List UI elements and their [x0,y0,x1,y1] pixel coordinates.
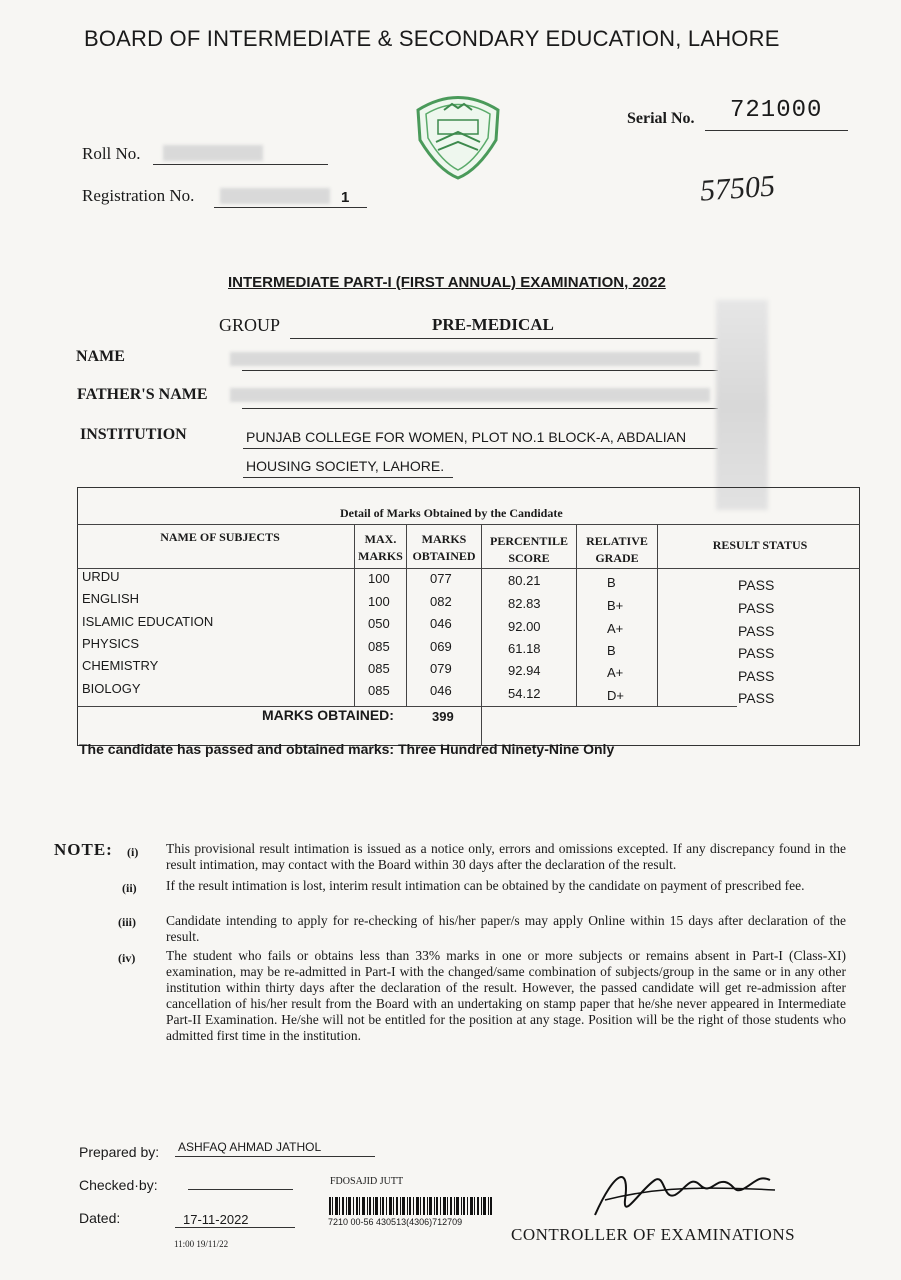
subject-name: PHYSICS [82,636,140,651]
registration-underline [214,207,367,208]
note-number: (i) [127,845,139,859]
group-value: PRE-MEDICAL [432,315,554,334]
total-marks-label: MARKS OBTAINED: [262,707,394,723]
father-name-underline [242,408,718,409]
result-status: PASS [738,623,775,639]
header-percentile: PERCENTILE SCORE [489,534,569,565]
board-title: BOARD OF INTERMEDIATE & SECONDARY EDUCATION, LAHORE [84,26,780,51]
marks-obtained: 069 [430,639,452,654]
max-marks: 085 [368,683,390,698]
subject-name: URDU [82,569,120,584]
registration-redaction [220,188,330,204]
serial-value: 721000 [730,97,823,124]
header-relative-grade: RELATIVE GRADE [586,534,648,565]
max-marks: 085 [368,661,390,676]
marks-obtained: 046 [430,616,452,631]
barcode [329,1197,493,1215]
serial-underline [705,130,848,131]
registration-label: Registration No. [82,186,195,205]
subject-name: ENGLISH [82,591,140,606]
note-number: (ii) [122,881,137,895]
dated-underline [175,1227,295,1228]
subject-name: CHEMISTRY [82,658,159,673]
institution-label: INSTITUTION [80,426,187,443]
checked-by-label: Checked·by: [79,1177,158,1193]
result-status: PASS [738,645,775,661]
result-status: PASS [738,577,775,593]
note-text: If the result intimation is lost, interim result intimation can be obtained by the candidate on payment of prescribed fee. [166,878,805,893]
relative-grade: B [607,643,616,658]
result-status: PASS [738,600,775,616]
serial-label: Serial No. [627,110,695,127]
checker-name: FDOSAJID JUTT [330,1176,404,1187]
institution-underline-2 [243,477,453,478]
marks-table-caption: Detail of Marks Obtained by the Candidate [340,506,563,520]
marks-obtained: 082 [430,594,452,609]
group-label: GROUP [219,315,281,335]
subject-name: BIOLOGY [82,681,141,696]
marks-obtained: 077 [430,571,452,586]
father-name-redaction [230,388,710,402]
header-result-status: RESULT STATUS [712,538,808,552]
note-text: The student who fails or obtains less than 33% marks in one or more subjects or remains absent in Part-I (Class-XI) examination, may be re-admitted in Part-I with the changed/same combination of subjects/group in the same or in any other institution within thirty days after the declaration of the result. However, the passed candidate will get re-admission after cancellation of his/her result from the Board with an undertaking on stamp paper that he/she never appeared in Intermediate Part-II Examination. He/she will not be entitled for the position at any stage. Position will be the right of those students who admitted first time in the institution. [166,948,846,1043]
registration-value: 1 [341,189,350,206]
prepared-by-underline [175,1156,375,1157]
father-name-label: FATHER'S NAME [77,386,208,403]
handwritten-number: 57505 [698,169,777,208]
roll-underline [153,164,328,165]
dated-label: Dated: [79,1210,121,1226]
percentile-score: 54.12 [508,686,541,701]
result-summary: The candidate has passed and obtained marks: Three Hundred Ninety-Nine Only [79,741,615,757]
header-subjects: NAME OF SUBJECTS [160,530,280,544]
header-max-marks: MAX. MARKS [358,532,403,563]
relative-grade: B+ [607,598,624,613]
note-number: (iii) [118,915,136,929]
max-marks: 050 [368,616,390,631]
print-timestamp: 11:00 19/11/22 [174,1239,229,1249]
institution-line-1: PUNJAB COLLEGE FOR WOMEN, PLOT NO.1 BLOCK-A, ABDALIAN [246,429,687,445]
note-number: (iv) [118,951,136,965]
table-rule [77,706,737,707]
marks-obtained: 079 [430,661,452,676]
max-marks: 100 [368,571,390,586]
marks-obtained: 046 [430,683,452,698]
name-underline [242,370,718,371]
dated-value: 17-11-2022 [183,1212,249,1227]
group-underline [290,338,718,339]
max-marks: 100 [368,594,390,609]
barcode-text: 7210 00-56 430513(4306)712709 [328,1217,463,1227]
relative-grade: A+ [607,621,624,636]
name-label: NAME [76,348,125,365]
subject-name: ISLAMIC EDUCATION [82,614,214,629]
controller-title: CONTROLLER OF EXAMINATIONS [511,1225,796,1244]
roll-redaction [163,145,263,161]
percentile-score: 80.21 [508,573,541,588]
percentile-score: 92.00 [508,619,541,634]
percentile-score: 61.18 [508,641,541,656]
name-redaction [230,352,700,366]
checked-by-underline [188,1189,293,1190]
prepared-by-label: Prepared by: [79,1144,160,1160]
photo-redaction [716,300,768,510]
total-marks-value: 399 [432,709,454,724]
relative-grade: D+ [607,688,624,703]
percentile-score: 92.94 [508,663,541,678]
board-logo [408,80,508,180]
exam-title: INTERMEDIATE PART-I (FIRST ANNUAL) EXAMINATION, 2022 [228,274,666,291]
result-status: PASS [738,690,775,706]
relative-grade: A+ [607,665,624,680]
note-text: Candidate intending to apply for re-checking of his/her paper/s may apply Online within 15 days after declaration of the result. [166,913,846,944]
table-rule [77,524,860,525]
table-rule [77,568,860,569]
note-text: This provisional result intimation is issued as a notice only, errors and omissions excepted. If any discrepancy found in the result intimation, may contact with the Board within 30 days after the declaration of the result. [166,841,846,872]
relative-grade: B [607,575,616,590]
max-marks: 085 [368,639,390,654]
result-status: PASS [738,668,775,684]
prepared-by-value: ASHFAQ AHMAD JATHOL [178,1140,322,1154]
controller-signature [585,1160,785,1230]
institution-line-2: HOUSING SOCIETY, LAHORE. [246,458,445,474]
note-heading: NOTE: [54,840,113,859]
institution-underline-1 [243,448,718,449]
header-marks-obtained: MARKS OBTAINED [412,532,476,563]
percentile-score: 82.83 [508,596,541,611]
table-rule [657,524,658,706]
roll-label: Roll No. [82,144,141,163]
